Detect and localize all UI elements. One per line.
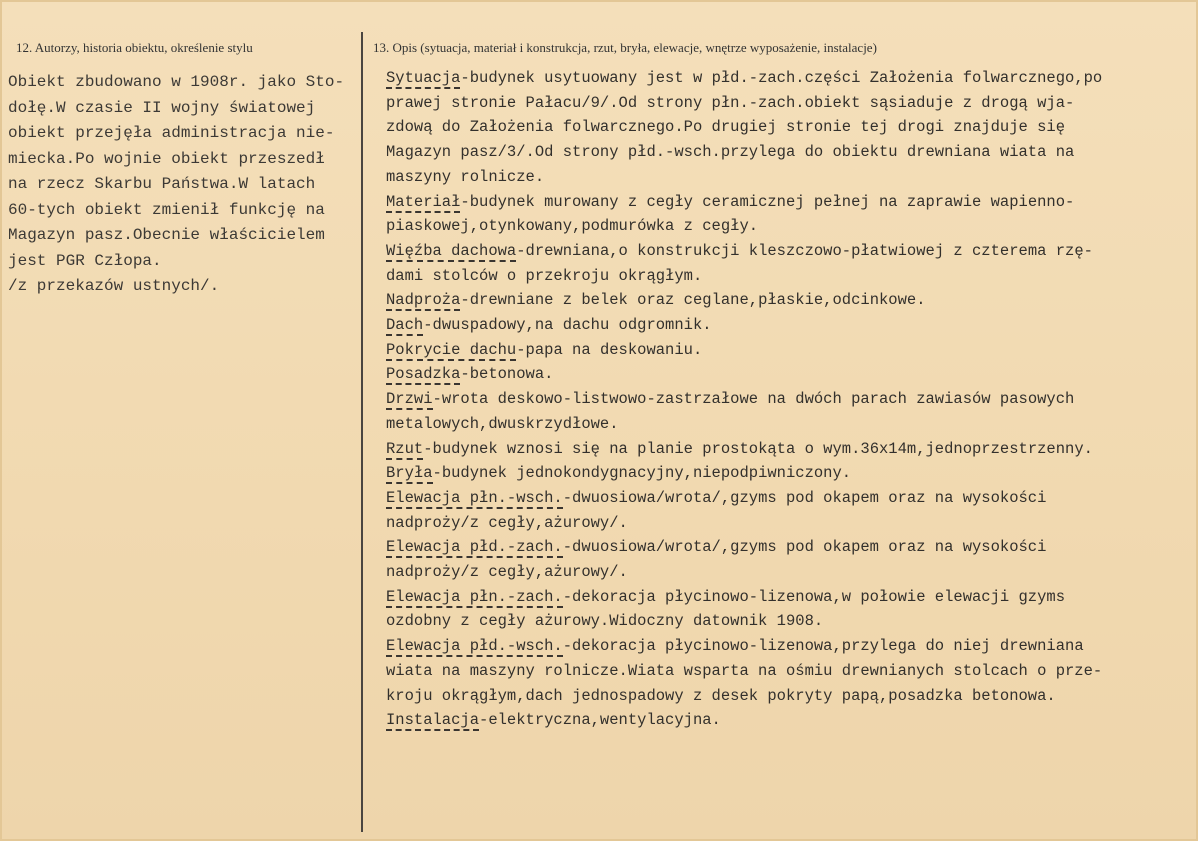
- description-text-span: kroju okrągłym,dach jednospadowy z desek pokryty papą,posadzka betonowa.: [386, 686, 1056, 705]
- section-keyword: Rzut: [386, 439, 424, 458]
- section-keyword: Pokrycie dachu: [386, 340, 517, 359]
- section-keyword: Elewacja płd.-zach.: [386, 538, 563, 557]
- history-line: /z przekazów ustnych/.: [8, 277, 220, 295]
- description-text-span: -wrota deskowo-listwowo-zastrzałowe na dwóch parach zawiasów pasowych: [432, 390, 1075, 409]
- description-text-span: Magazyn pasz/3/.Od strony płd.-wsch.przylega do obiektu drewniana wiata na: [386, 143, 1075, 162]
- history-text: [8, 70, 356, 300]
- history-line: dołę.W czasie II wojny światowej: [8, 98, 316, 117]
- field-13-header: 13. Opis (sytuacja, materiał i konstrukcja, rzut, bryła, elewacje, wnętrze wyposażenie, instalacje): [373, 40, 877, 55]
- description-line: [386, 387, 1186, 412]
- description-text-span: -elektryczna,wentylacyjna.: [479, 711, 721, 730]
- description-text-span: -dwuspadowy,na dachu odgromnik.: [423, 316, 712, 335]
- description-text-span: -papa na deskowaniu.: [516, 340, 703, 359]
- description-text-span: -dekoracja płycinowo-lizenowa,przylega do niej drewniana: [562, 637, 1084, 656]
- history-line: Obiekt zbudowano w 1908r. jako Sto-: [8, 73, 345, 91]
- history-line: jest PGR Człopa.: [8, 251, 162, 270]
- section-keyword: Materiał: [386, 192, 461, 211]
- description-text-span: zdową do Założenia folwarcznego.Po drugiej stronie tej drogi znajduje się: [386, 118, 1066, 137]
- history-line: 60-tych obiekt zmienił funkcję na: [8, 200, 325, 219]
- history-line: Magazyn pasz.Obecnie właścicielem: [8, 226, 325, 244]
- section-keyword: Nadproża: [386, 291, 461, 310]
- description-line: [386, 535, 1186, 560]
- description-line: [386, 140, 1186, 165]
- history-line: miecka.Po wojnie obiekt przeszedł: [8, 149, 325, 168]
- description-line: [386, 362, 1186, 387]
- description-text-span: piaskowej,otynkowany,podmurówka z cegły.: [386, 217, 759, 236]
- section-keyword: Elewacja płd.-wsch.: [386, 637, 563, 656]
- description-line: [386, 659, 1186, 684]
- description-line: [386, 91, 1186, 116]
- description-text-span: nadproży/z cegły,ażurowy/.: [386, 563, 628, 582]
- section-keyword: Drzwi: [386, 390, 433, 409]
- description-text-span: -dekoracja płycinowo-lizenowa,w połowie elewacji gzyms: [562, 587, 1066, 606]
- description-line: [386, 684, 1186, 709]
- column-divider: [361, 32, 363, 832]
- section-keyword: Bryła: [386, 464, 433, 483]
- description-line: [386, 708, 1186, 733]
- description-line: [386, 338, 1186, 363]
- description-line: [386, 412, 1186, 437]
- description-text-span: nadproży/z cegły,ażurowy/.: [386, 513, 628, 532]
- description-text-span: -budynek wznosi się na planie prostokąta o wym.36x14m,jednoprzestrzenny.: [423, 439, 1093, 458]
- description-text: [386, 66, 1186, 733]
- section-keyword: Więźba dachowa: [386, 241, 517, 260]
- field-12-header: 12. Autorzy, historia obiektu, określenie stylu: [16, 40, 253, 55]
- description-text-span: wiata na maszyny rolnicze.Wiata wsparta na ośmiu drewnianych stolcach o prze-: [386, 661, 1103, 680]
- history-line: na rzecz Skarbu Państwa.W latach: [8, 175, 316, 193]
- description-line: [386, 239, 1186, 264]
- section-keyword: Posadzka: [386, 365, 461, 384]
- description-text-span: -drewniana,o konstrukcji kleszczowo-płatwiowej z czterema rzę-: [516, 241, 1093, 260]
- description-text-span: dami stolców o przekroju okrągłym.: [386, 266, 703, 285]
- description-line: [386, 486, 1186, 511]
- description-line: [386, 511, 1186, 536]
- description-text-span: -budynek jednokondygnacyjny,niepodpiwniczony.: [432, 464, 852, 483]
- description-line: [386, 264, 1186, 289]
- description-text-span: -budynek murowany z cegły ceramicznej pełnej na zaprawie wapienno-: [460, 192, 1075, 211]
- history-line: obiekt przejęła administracja nie-: [8, 124, 335, 142]
- description-line: [386, 461, 1186, 486]
- section-keyword: Sytuacja: [386, 69, 461, 87]
- description-line: [386, 115, 1186, 140]
- description-line: [386, 437, 1186, 462]
- description-line: [386, 560, 1186, 585]
- section-keyword: Dach: [386, 316, 424, 335]
- description-text-span: metalowych,dwuskrzydłowe.: [386, 414, 619, 433]
- description-line: [386, 609, 1186, 634]
- description-text-span: ozdobny z cegły ażurowy.Widoczny datownik 1908.: [386, 612, 824, 631]
- description-text-span: -drewniane z belek oraz ceglane,płaskie,odcinkowe.: [460, 291, 926, 310]
- section-keyword: Instalacja: [386, 711, 480, 730]
- description-line: [386, 165, 1186, 190]
- description-line: [386, 214, 1186, 239]
- description-line: [386, 190, 1186, 215]
- description-text-span: -dwuosiowa/wrota/,gzyms pod okapem oraz na wysokości: [562, 538, 1047, 557]
- description-text-span: -budynek usytuowany jest w płd.-zach.części Założenia folwarcznego,po: [460, 69, 1103, 87]
- description-text-span: maszyny rolnicze.: [386, 167, 545, 186]
- section-keyword: Elewacja płn.-wsch.: [386, 488, 563, 507]
- description-line: [386, 313, 1186, 338]
- description-text-span: -dwuosiowa/wrota/,gzyms pod okapem oraz na wysokości: [562, 488, 1047, 507]
- description-line: [386, 288, 1186, 313]
- description-text-span: -betonowa.: [460, 365, 554, 384]
- section-keyword: Elewacja płn.-zach.: [386, 587, 563, 606]
- description-line: [386, 66, 1186, 91]
- description-line: [386, 585, 1186, 610]
- description-text-span: prawej stronie Pałacu/9/.Od strony płn.-zach.obiekt sąsiaduje z drogą wja-: [386, 93, 1075, 112]
- description-line: [386, 634, 1186, 659]
